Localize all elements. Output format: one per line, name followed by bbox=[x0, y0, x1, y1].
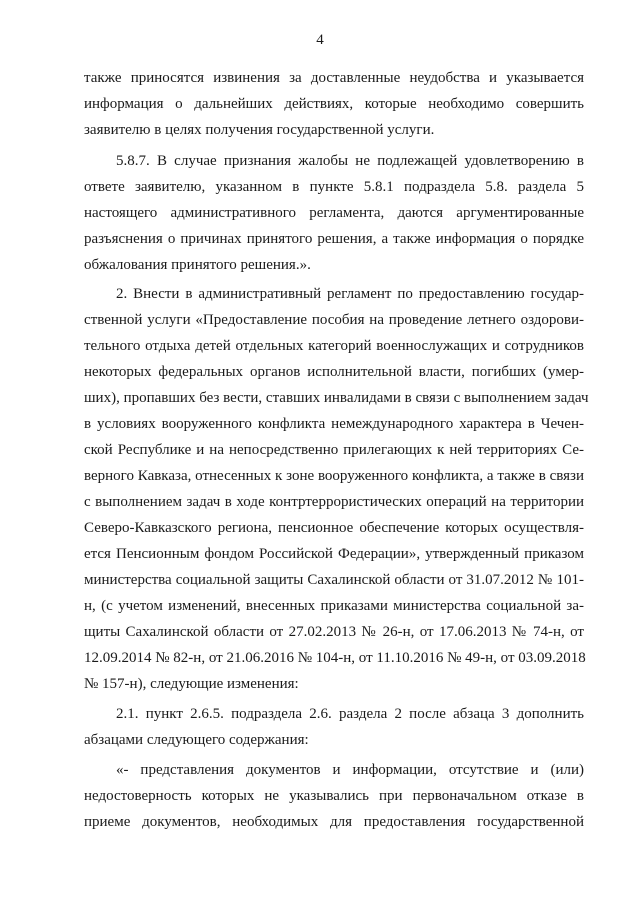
text-line: ших), пропавших без вести, ставших инвалидами в связи с выполнением задач bbox=[84, 390, 589, 406]
text-line: настоящего административного регламента, даются аргументированные bbox=[84, 205, 584, 221]
text-line: № 157-н), следующие изменения: bbox=[84, 676, 299, 692]
text-line: 2. Внести в административный регламент по предоставлению государ- bbox=[116, 286, 584, 302]
text-line: приеме документов, необходимых для предоставления государственной bbox=[84, 814, 584, 830]
text-line: с выполнением задач в ходе контртеррористических операций на территории bbox=[84, 494, 584, 510]
text-line: министерства социальной защиты Сахалинской области от 31.07.2012 № 101- bbox=[84, 572, 584, 588]
text-line: обжалования принятого решения.». bbox=[84, 257, 311, 273]
text-line: 2.1. пункт 2.6.5. подраздела 2.6. раздела 2 после абзаца 3 дополнить bbox=[116, 706, 584, 722]
text-line: 12.09.2014 № 82-н, от 21.06.2016 № 104-н, от 11.10.2016 № 49-н, от 03.09.2018 bbox=[84, 650, 586, 666]
text-line: ответе заявителю, указанном в пункте 5.8.1 подраздела 5.8. раздела 5 bbox=[84, 179, 584, 195]
text-line: щиты Сахалинской области от 27.02.2013 № 26-н, от 17.06.2013 № 74-н, от bbox=[84, 624, 584, 640]
text-line: ственной услуги «Предоставление пособия на проведение летнего оздорови- bbox=[84, 312, 584, 328]
text-line: ской Республике и на непосредственно прилегающих к ней территориях Се- bbox=[84, 442, 584, 458]
text-line: разъяснения о причинах принятого решения, а также информация о порядке bbox=[84, 231, 584, 247]
text-line: «- представления документов и информации, отсутствие и (или) bbox=[116, 762, 584, 778]
text-line: 5.8.7. В случае признания жалобы не подлежащей удовлетворению в bbox=[116, 153, 584, 169]
text-line: ется Пенсионным фондом Российской Федерации», утвержденный приказом bbox=[84, 546, 584, 562]
text-line: н, (с учетом изменений, внесенных приказами министерства социальной за- bbox=[84, 598, 584, 614]
text-line: информация о дальнейших действиях, которые необходимо совершить bbox=[84, 96, 584, 112]
text-line: в условиях вооруженного конфликта немеждународного характера в Чечен- bbox=[84, 416, 584, 432]
text-line: абзацами следующего содержания: bbox=[84, 732, 309, 748]
text-line: некоторых федеральных органов исполнительной власти, погибших (умер- bbox=[84, 364, 584, 380]
text-line: недостоверность которых не указывались при первоначальном отказе в bbox=[84, 788, 584, 804]
text-line: верного Кавказа, отнесенных к зоне вооруженного конфликта, а также в связи bbox=[84, 468, 584, 484]
text-line: заявителю в целях получения государственной услуги. bbox=[84, 122, 435, 138]
text-line: тельного отдыха детей отдельных категорий военнослужащих и сотрудников bbox=[84, 338, 584, 354]
text-line: Северо-Кавказского региона, пенсионное обеспечение которых осуществля- bbox=[84, 520, 584, 536]
page-number: 4 bbox=[316, 32, 324, 48]
text-line: также приносятся извинения за доставленные неудобства и указывается bbox=[84, 70, 584, 86]
